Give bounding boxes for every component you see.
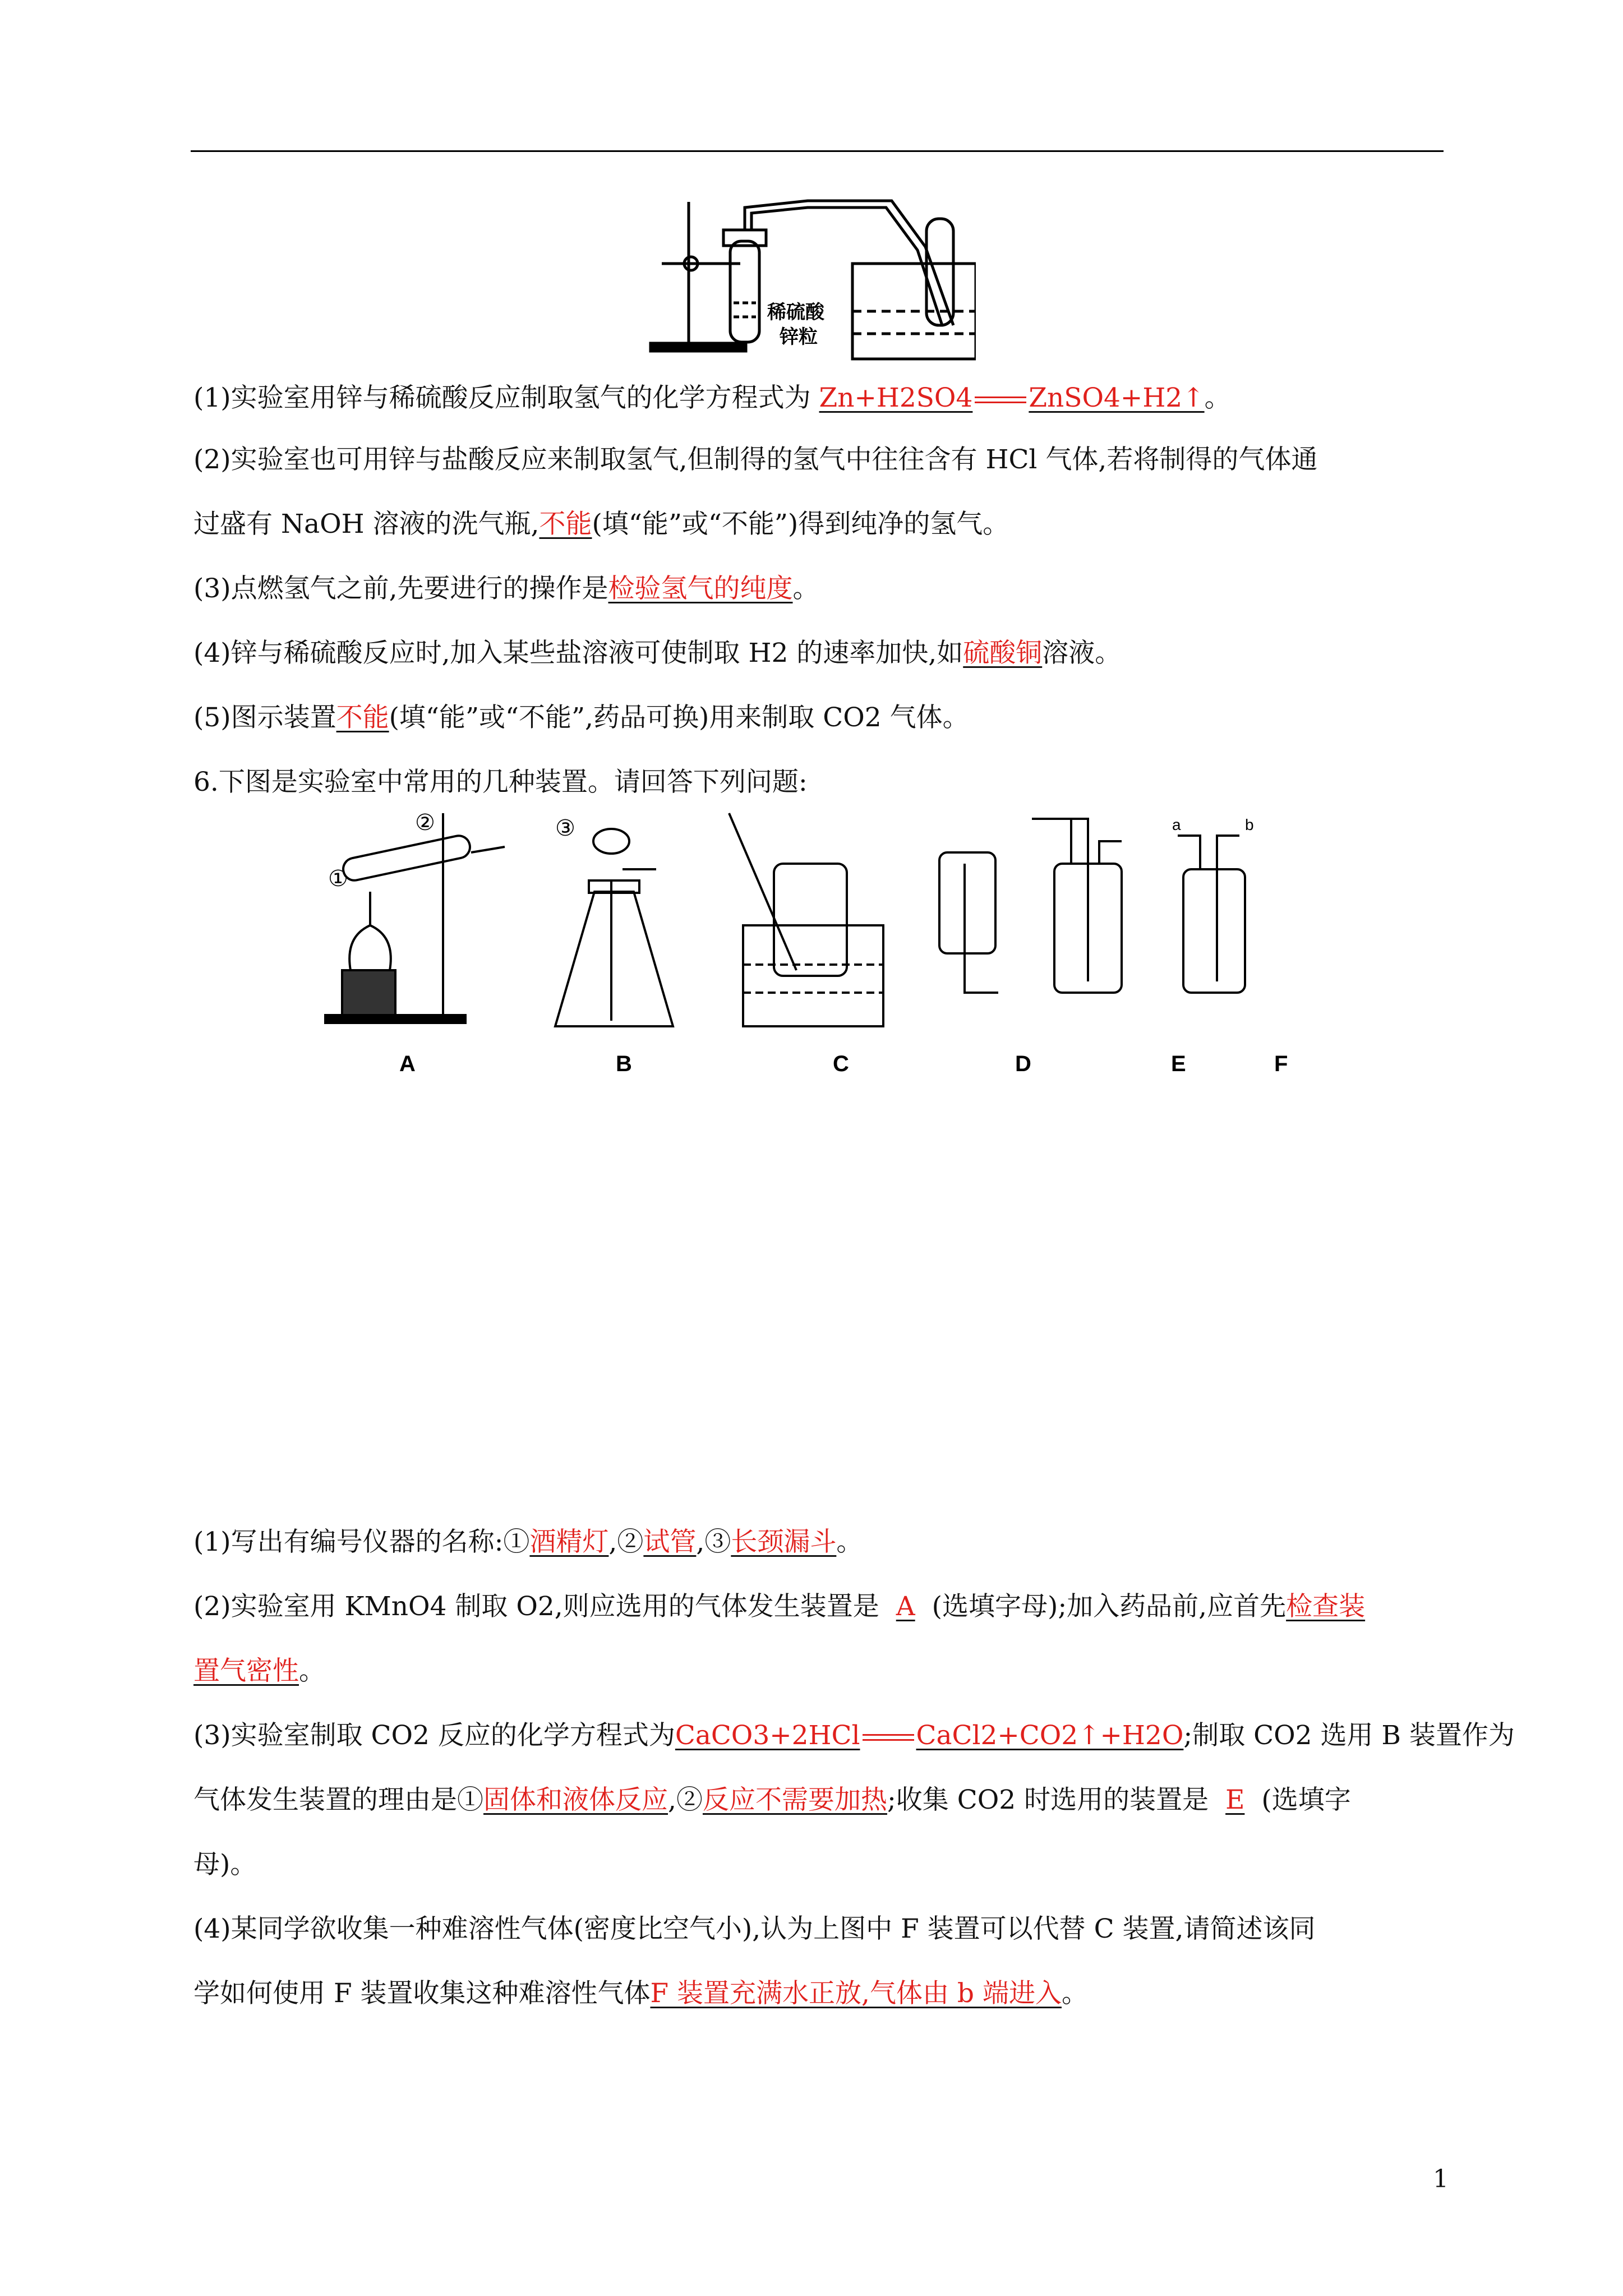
equation-reactants: CaCO3+2HCl: [675, 1720, 860, 1751]
q6-part1-answer2: 试管: [643, 1527, 697, 1557]
q6-part4-line1: (4)某同学欲收集一种难溶性气体(密度比空气小),认为上图中 F 装置可以代替 C 装置,请简述该同: [193, 1914, 1316, 1944]
q6-part3-line1: [193, 1719, 1515, 1753]
q5-part4-end: 溶液。: [1042, 638, 1122, 668]
q5-part5: [193, 701, 1450, 735]
mark-2: ②: [415, 810, 435, 835]
q6-part2-answer2b: 置气密性: [193, 1656, 299, 1686]
label-B: B: [616, 1052, 632, 1076]
q5-part3: [193, 572, 1450, 606]
equation-products: ZnSO4+H2↑: [1029, 382, 1205, 413]
q6-part4-answer: F 装置充满水正放,气体由 b 端进入: [650, 1978, 1062, 2009]
q6-part3-answer4: [1209, 1785, 1261, 1815]
q6-part2-answer2a: 检查装: [1286, 1591, 1366, 1622]
q6-part2-text: (2)实验室用 KMnO4 制取 O2,则应选用的气体发生装置是: [193, 1591, 879, 1622]
q5-part2-line2: [193, 508, 1450, 541]
q5-part4: [193, 637, 1450, 670]
q6-part1: [193, 1525, 1450, 1559]
q5-part2-text: 过盛有 NaOH 溶液的洗气瓶,: [193, 509, 540, 540]
equation-products: CaCl2+CO2↑+H2O: [916, 1720, 1184, 1751]
header-rule: [191, 150, 1444, 152]
q6-part1-answer3: 长颈漏斗: [731, 1527, 837, 1557]
q5-part3-text: (3)点燃氢气之前,先要进行的操作是: [193, 573, 608, 604]
q5-part1-end: 。: [1204, 382, 1231, 413]
q5-part4-answer: 硫酸铜: [963, 638, 1043, 668]
page-number: 1: [1433, 2165, 1449, 2193]
q6-part2-line1: [193, 1590, 1450, 1624]
q5-part4-text: (4)锌与稀硫酸反应时,加入某些盐溶液可使制取 H2 的速率加快,如: [193, 638, 963, 668]
label-C: C: [833, 1052, 849, 1076]
label-zinc-granules: 锌粒: [780, 326, 818, 348]
q5-part1-text: (1)实验室用锌与稀硫酸反应制取氢气的化学方程式为: [193, 382, 811, 413]
q6-part3-line3: 母)。: [193, 1849, 257, 1880]
q5-part2-line1: (2)实验室也可用锌与盐酸反应来制取氢气,但制得的氢气中往往含有 HCl 气体,若将制得的气体通: [193, 444, 1318, 475]
figure-lab-apparatus: [292, 802, 1357, 1082]
q6-part2-answer1: [879, 1591, 932, 1622]
label-F: F: [1274, 1052, 1288, 1076]
q5-part1-equation: [819, 382, 1205, 413]
mark-3: ③: [555, 816, 575, 841]
q6-part3-mid: ;制取 CO2 选用 B 装置作为: [1183, 1720, 1515, 1751]
q6-part4-line2: [193, 1977, 1450, 2011]
q6-part3-end: (选填字: [1261, 1785, 1351, 1815]
q6-part3-text: (3)实验室制取 CO2 反应的化学方程式为: [193, 1720, 675, 1751]
answer-letter-a: A: [896, 1591, 915, 1622]
q5-part3-answer: 检验氢气的纯度: [608, 573, 793, 604]
answer-letter-e: E: [1225, 1785, 1245, 1815]
equation-sign: [975, 397, 1026, 403]
label-A: A: [399, 1052, 416, 1076]
q6-title: 6.下图是实验室中常用的几种装置。请回答下列问题:: [193, 767, 808, 797]
q5-part2-answer: 不能: [539, 509, 592, 540]
equation-reactants: Zn+H2SO4: [819, 382, 973, 413]
q6-part4-end: 。: [1061, 1978, 1088, 2009]
q6-part2-line2: [193, 1654, 1450, 1688]
q5-part5-text: (5)图示装置: [193, 702, 336, 733]
port-b: b: [1245, 816, 1254, 833]
q6-part2-mid: (选填字母);加入药品前,应首先: [932, 1591, 1287, 1622]
q5-part1: [193, 381, 1450, 415]
label-dilute-sulfuric-acid: 稀硫酸: [767, 302, 824, 323]
label-E: E: [1171, 1052, 1186, 1076]
q5-part5-rest: (填“能”或“不能”,药品可换)用来制取 CO2 气体。: [389, 702, 969, 733]
q5-part5-answer: 不能: [336, 702, 389, 733]
mark-1: ①: [328, 866, 348, 891]
q6-part3-line2: [193, 1783, 1450, 1817]
equation-sign: [863, 1734, 914, 1741]
q6-part1-sep2: ,③: [696, 1527, 731, 1557]
q6-part1-sep1: ,②: [608, 1527, 644, 1557]
q6-part3-equation: [675, 1720, 1184, 1751]
q6-part1-text: (1)写出有编号仪器的名称:①: [193, 1527, 530, 1557]
q6-part3-collect-text: ;收集 CO2 时选用的装置是: [887, 1785, 1209, 1815]
q6-part3-answer3: 反应不需要加热: [702, 1785, 887, 1815]
figure-hydrogen-apparatus: [639, 196, 976, 365]
q6-part2-end: 。: [299, 1656, 325, 1686]
q6-part3-reason-text: 气体发生装置的理由是①: [193, 1785, 483, 1815]
q6-part3-sep: ,②: [668, 1785, 703, 1815]
port-a: a: [1172, 816, 1181, 833]
q5-part3-end: 。: [792, 573, 819, 604]
q6-part1-end: 。: [836, 1527, 863, 1557]
q6-part1-answer1: 酒精灯: [529, 1527, 609, 1557]
label-D: D: [1015, 1052, 1031, 1076]
q6-part3-answer2: 固体和液体反应: [483, 1785, 668, 1815]
q6-part4-text: 学如何使用 F 装置收集这种难溶性气体: [193, 1978, 651, 2009]
q5-part2-rest: (填“能”或“不能”)得到纯净的氢气。: [592, 509, 1009, 540]
